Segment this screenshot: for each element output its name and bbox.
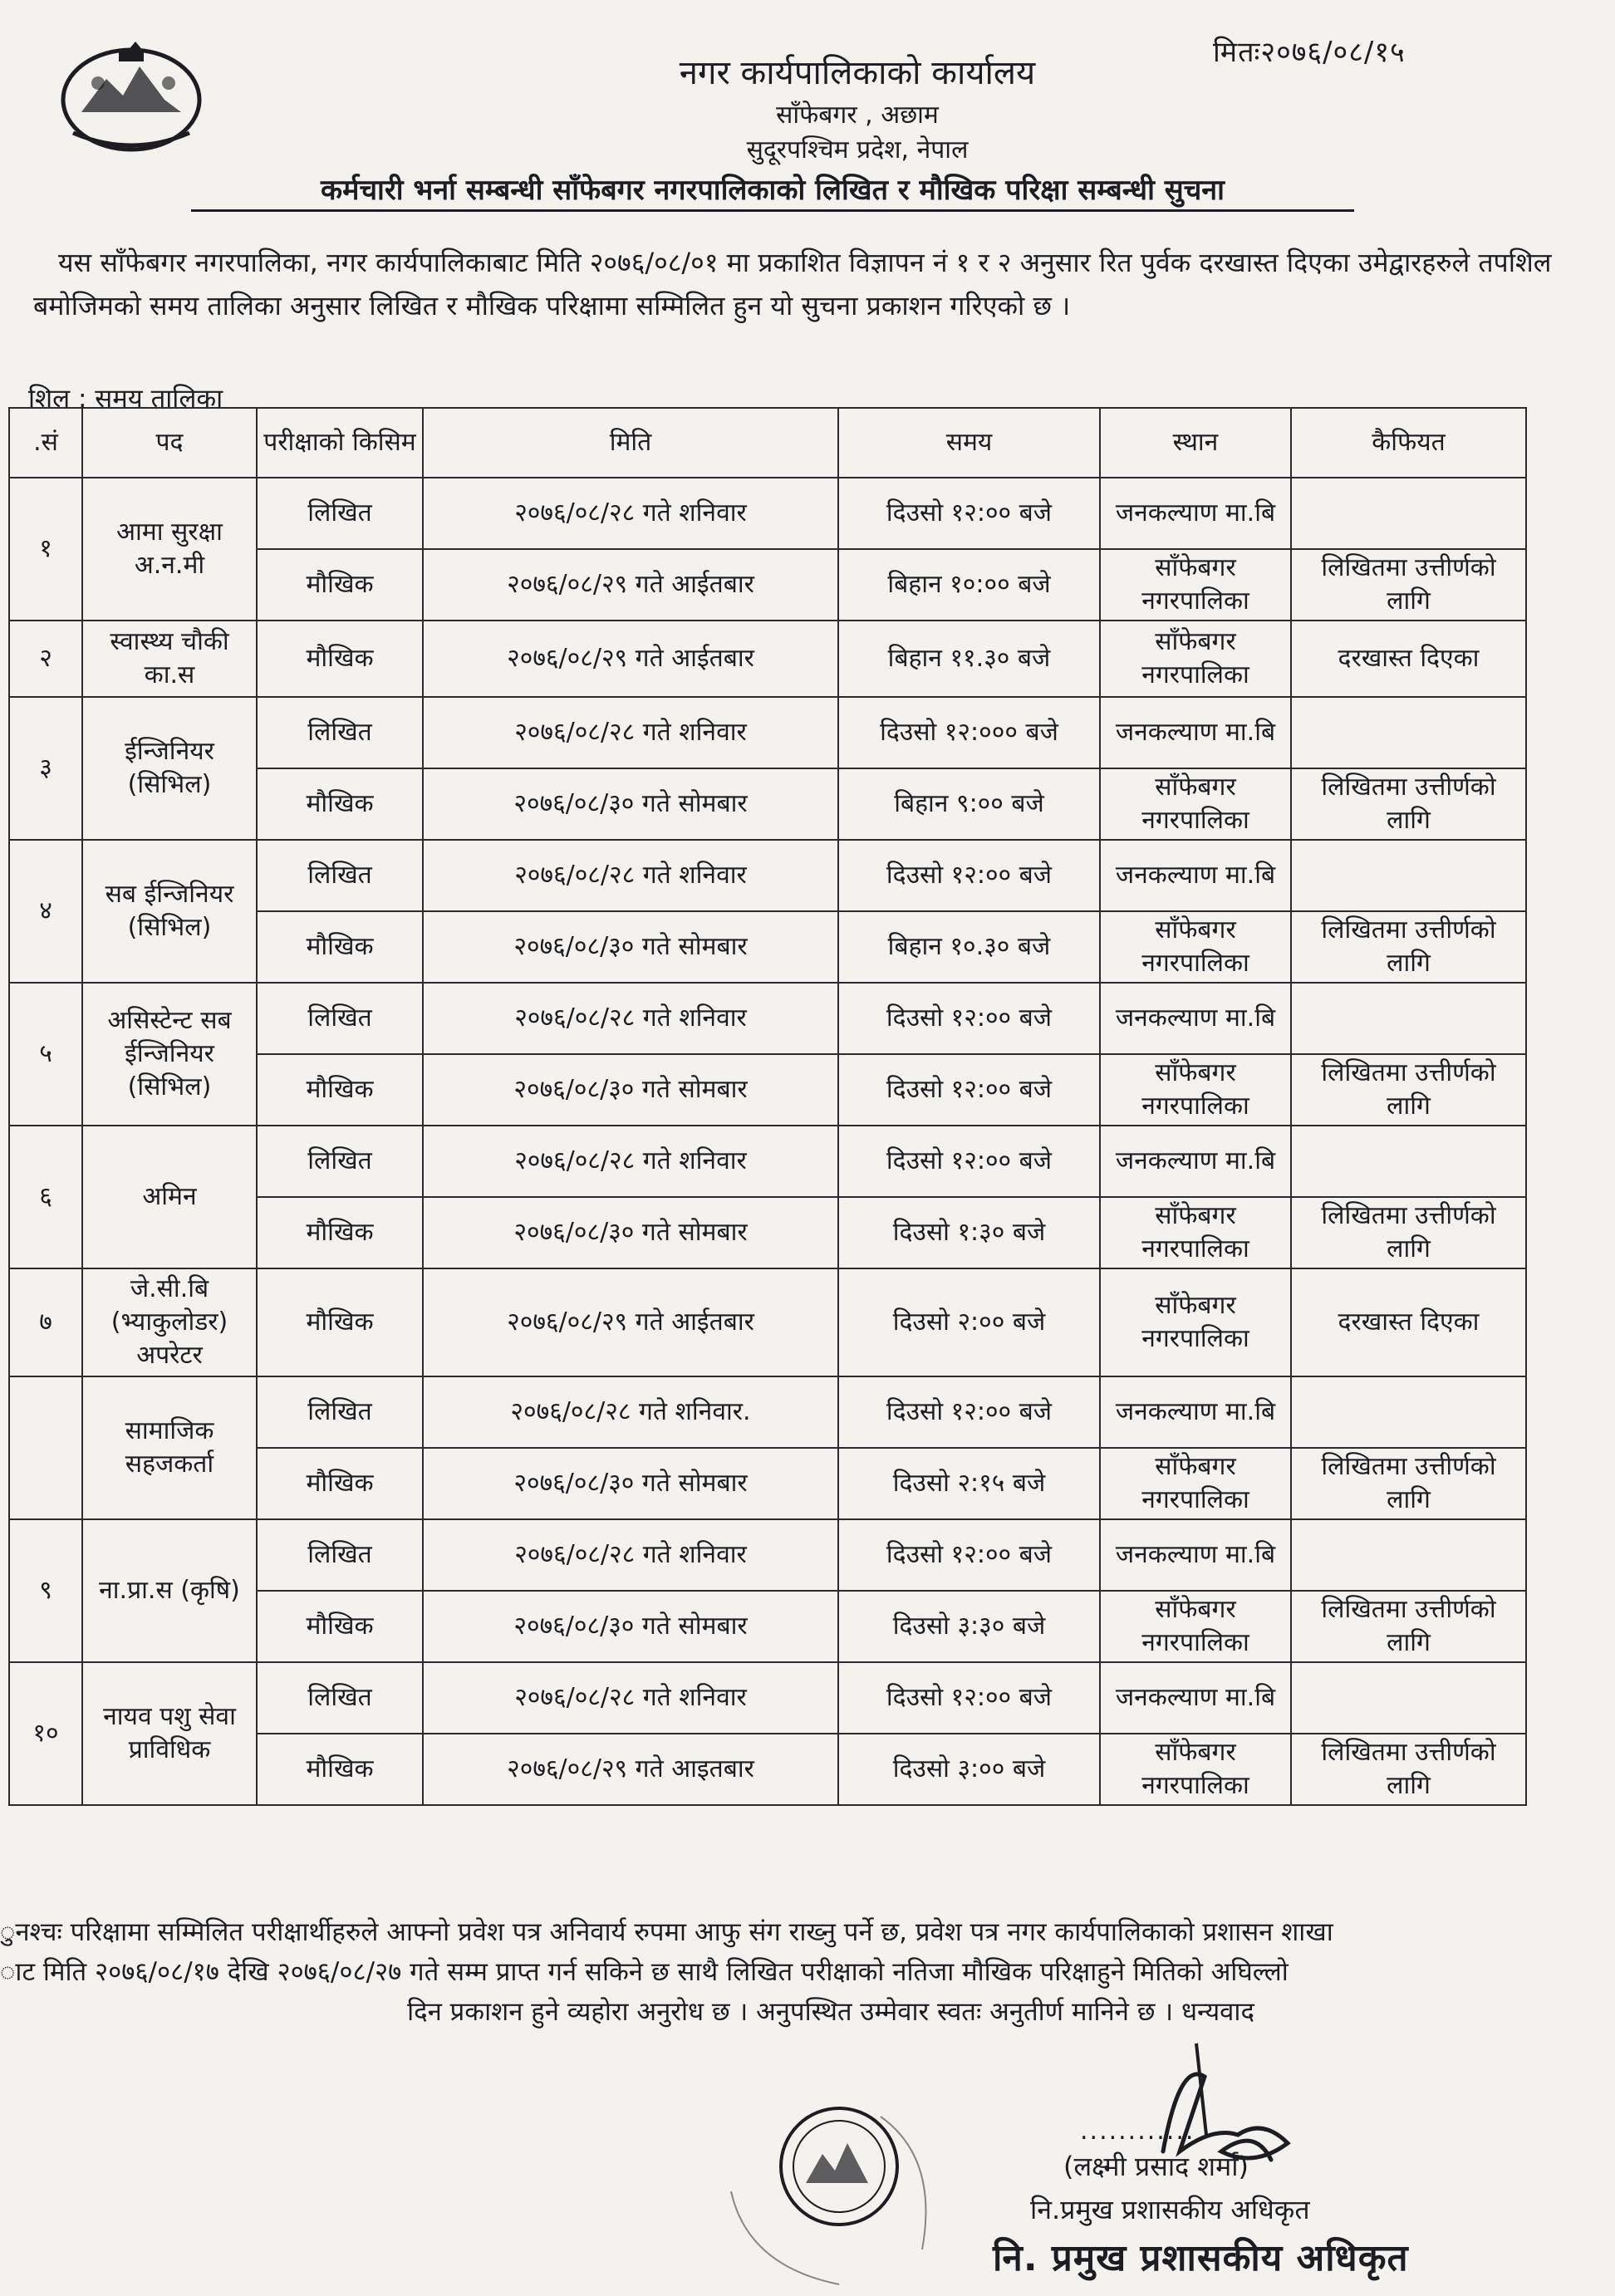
cell-time: दिउसो १२:०० बजे (838, 478, 1100, 549)
cell-place: साँफेबगर नगरपालिका (1100, 549, 1291, 621)
cell-time: दिउसो १२:०० बजे (838, 840, 1100, 911)
office-name: नगर कार्यपालिकाको कार्यालय (679, 54, 1036, 92)
table-row (9, 621, 1526, 697)
header-place: स्थान (1100, 408, 1291, 478)
cell-date: २०७६/०८/३० गते सोमबार (423, 1448, 838, 1519)
cell-place: जनकल्याण मा.बि (1100, 697, 1291, 768)
notice-title: कर्मचारी भर्ना सम्बन्धी साँफेबगर नगरपालिकाको लिखित र मौखिक परिक्षा सम्बन्धी सुचना (191, 169, 1354, 212)
table-row (9, 1662, 1526, 1734)
cell-place: साँफेबगर नगरपालिका (1100, 621, 1291, 697)
table-header-row (9, 408, 1526, 478)
footnote-line-3: दिन प्रकाशन हुने व्यहोरा अनुरोध छ । अनुपस्थित उम्मेवार स्वतः अनुतीर्ण मानिने छ । धन्यवाद (407, 1997, 1254, 2027)
cell-time: दिउसो १:३० बजे (838, 1197, 1100, 1268)
signatory-name: (लक्ष्मी प्रसाद शर्मा) (1063, 2151, 1249, 2182)
cell-place: साँफेबगर नगरपालिका (1100, 1591, 1291, 1662)
cell-remark: लिखितमा उत्तीर्णको लागि (1291, 1734, 1526, 1805)
cell-date: २०७६/०८/२९ गते आईतबार (423, 621, 838, 697)
cell-type: लिखित (257, 983, 423, 1054)
cell-type: मौखिक (257, 1197, 423, 1268)
signatory-role: नि.प्रमुख प्रशासकीय अधिकृत (1030, 2194, 1310, 2225)
cell-date: २०७६/०८/२८ गते शनिवार (423, 840, 838, 911)
cell-time: दिउसो १२:०० बजे (838, 1519, 1100, 1591)
cell-remark: लिखितमा उत्तीर्णको लागि (1291, 549, 1526, 621)
cell-type: लिखित (257, 840, 423, 911)
cell-time: दिउसो २:०० बजे (838, 1268, 1100, 1376)
cell-remark: लिखितमा उत्तीर्णको लागि (1291, 1197, 1526, 1268)
cell-date: २०७६/०८/३० गते सोमबार (423, 1591, 838, 1662)
cell-time: बिहान १०.३० बजे (838, 911, 1100, 983)
cell-date: २०७६/०८/३० गते सोमबार (423, 768, 838, 840)
cell-remark: दरखास्त दिएका (1291, 621, 1526, 697)
cell-type: मौखिक (257, 768, 423, 840)
cell-remark: लिखितमा उत्तीर्णको लागि (1291, 1054, 1526, 1126)
cell-post: आमा सुरक्षा अ.न.मी (82, 478, 257, 621)
cell-type: लिखित (257, 1376, 423, 1448)
cell-time: बिहान १०:०० बजे (838, 549, 1100, 621)
cell-post: स्वास्थ्य चौकी का.स (82, 621, 257, 697)
cell-type: लिखित (257, 697, 423, 768)
table-row (9, 1268, 1526, 1376)
cell-date: २०७६/०८/२८ गते शनिवार (423, 697, 838, 768)
cell-place: जनकल्याण मा.बि (1100, 1519, 1291, 1591)
cell-post: नायव पशु सेवा प्राविधिक (82, 1662, 257, 1805)
signature-dots: ............ (1080, 2117, 1195, 2146)
cell-post: ना.प्रा.स (कृषि) (82, 1519, 257, 1662)
office-seal-stamp-icon (714, 2067, 964, 2291)
signatory-role-stamp: नि. प्रमुख प्रशासकीय अधिकृत (993, 2237, 1409, 2279)
cell-place: साँफेबगर नगरपालिका (1100, 1197, 1291, 1268)
footnote-line-2: ाट मिति २०७६/०८/१७ देखि २०७६/०८/२७ गते सम्म प्राप्त गर्न सकिने छ साथै लिखित परीक्षाको नतिजा मौखिक परिक्षाहुने मितिको अघिल्लो (0, 1957, 1289, 1987)
cell-sn: ६ (9, 1126, 82, 1268)
cell-place: जनकल्याण मा.बि (1100, 1126, 1291, 1197)
cell-date: २०७६/०८/३० गते सोमबार (423, 911, 838, 983)
table-row (9, 983, 1526, 1054)
cell-type: मौखिक (257, 1734, 423, 1805)
exam-schedule-table (8, 407, 1527, 1806)
cell-remark: लिखितमा उत्तीर्णको लागि (1291, 1448, 1526, 1519)
cell-remark (1291, 1519, 1526, 1591)
cell-post: सामाजिक सहजकर्ता (82, 1376, 257, 1519)
cell-place: जनकल्याण मा.बि (1100, 840, 1291, 911)
table-row (9, 1519, 1526, 1591)
cell-date: २०७६/०८/२८ गते शनिवार (423, 983, 838, 1054)
cell-time: दिउसो १२:०० बजे (838, 1376, 1100, 1448)
cell-place: जनकल्याण मा.बि (1100, 1662, 1291, 1734)
cell-sn: १ (9, 478, 82, 621)
cell-type: मौखिक (257, 1054, 423, 1126)
cell-type: मौखिक (257, 621, 423, 697)
table-body (9, 478, 1526, 1805)
header-remark: कैफियत (1291, 408, 1526, 478)
cell-remark (1291, 1662, 1526, 1734)
cell-place: जनकल्याण मा.बि (1100, 983, 1291, 1054)
intro-paragraph: यस साँफेबगर नगरपालिका, नगर कार्यपालिकाबाट मिति २०७६/०८/०१ मा प्रकाशित विज्ञापन नं १ र २ अनुसार रित पुर्वक दरखास्त दिएका उमेद्वारहरुले तपशिल बमोजिमको समय तालिका अनुसार लिखित र मौखिक परिक्षामा सम्मिलित हुन यो सुचना प्रकाशन गरिएको छ । (33, 247, 1552, 321)
cell-time: दिउसो २:१५ बजे (838, 1448, 1100, 1519)
cell-date: २०७६/०८/२८ गते शनिवार (423, 1126, 838, 1197)
office-location: साँफेबगर , अछाम (776, 101, 939, 130)
cell-sn: ५ (9, 983, 82, 1126)
cell-place: जनकल्याण मा.बि (1100, 478, 1291, 549)
cell-date: २०७६/०८/२९ गते आईतबार (423, 549, 838, 621)
cell-remark: लिखितमा उत्तीर्णको लागि (1291, 911, 1526, 983)
notice-date: मितः२०७६/०८/१५ (1213, 36, 1406, 69)
header-time: समय (838, 408, 1100, 478)
cell-sn: ३ (9, 697, 82, 840)
cell-post: जे.सी.बि (भ्याकुलोडर) अपरेटर (82, 1268, 257, 1376)
cell-type: लिखित (257, 1519, 423, 1591)
cell-sn: १० (9, 1662, 82, 1805)
cell-type: मौखिक (257, 549, 423, 621)
cell-type: मौखिक (257, 1268, 423, 1376)
cell-post: ईन्जिनियर (सिभिल) (82, 697, 257, 840)
cell-time: दिउसो १२:०० बजे (838, 1662, 1100, 1734)
cell-sn: २ (9, 621, 82, 697)
cell-remark (1291, 840, 1526, 911)
cell-time: दिउसो ३:०० बजे (838, 1734, 1100, 1805)
cell-sn: ४ (9, 840, 82, 983)
cell-remark: लिखितमा उत्तीर्णको लागि (1291, 1591, 1526, 1662)
cell-place: साँफेबगर नगरपालिका (1100, 1448, 1291, 1519)
cell-type: मौखिक (257, 1448, 423, 1519)
cell-date: २०७६/०८/२८ गते शनिवार (423, 1519, 838, 1591)
cell-date: २०७६/०८/२९ गते आईतबार (423, 1268, 838, 1376)
cell-date: २०७६/०८/२९ गते आइतबार (423, 1734, 838, 1805)
cell-remark (1291, 983, 1526, 1054)
cell-date: २०७६/०८/२८ गते शनिवार (423, 1662, 838, 1734)
cell-place: साँफेबगर नगरपालिका (1100, 1734, 1291, 1805)
cell-remark (1291, 1376, 1526, 1448)
header-type: परीक्षाको किसिम (257, 408, 423, 478)
cell-place: साँफेबगर नगरपालिका (1100, 911, 1291, 983)
cell-time: बिहान ९:०० बजे (838, 768, 1100, 840)
header-date: मिति (423, 408, 838, 478)
cell-time: दिउसो ३:३० बजे (838, 1591, 1100, 1662)
cell-remark: दरखास्त दिएका (1291, 1268, 1526, 1376)
cell-place: साँफेबगर नगरपालिका (1100, 1268, 1291, 1376)
cell-post: सब ईन्जिनियर (सिभिल) (82, 840, 257, 983)
footnote-line-1: ुनश्चः परिक्षामा सम्मिलित परीक्षार्थीहरुले आफ्नो प्रवेश पत्र अनिवार्य रुपमा आफु संग राख्नु पर्ने छ, प्रवेश पत्र नगर कार्यपालिकाको प्रशासन शाखा (0, 1917, 1333, 1947)
cell-place: जनकल्याण मा.बि (1100, 1376, 1291, 1448)
cell-time: दिउसो १२:००० बजे (838, 697, 1100, 768)
cell-post: असिस्टेन्ट सब ईन्जिनियर (सिभिल) (82, 983, 257, 1126)
table-row (9, 1126, 1526, 1197)
office-province: सुदूरपश्चिम प्रदेश, नेपाल (746, 135, 969, 164)
cell-type: लिखित (257, 1662, 423, 1734)
cell-time: दिउसो १२:०० बजे (838, 1126, 1100, 1197)
cell-place: साँफेबगर नगरपालिका (1100, 768, 1291, 840)
cell-remark (1291, 478, 1526, 549)
table-row (9, 1376, 1526, 1448)
table-row (9, 697, 1526, 768)
table-row (9, 478, 1526, 549)
cell-date: २०७६/०८/२८ गते शनिवार. (423, 1376, 838, 1448)
cell-time: बिहान ११.३० बजे (838, 621, 1100, 697)
table-row (9, 840, 1526, 911)
cell-remark (1291, 697, 1526, 768)
cell-type: मौखिक (257, 911, 423, 983)
cell-date: २०७६/०८/२८ गते शनिवार (423, 478, 838, 549)
cell-post: अमिन (82, 1126, 257, 1268)
header-sn: .सं (9, 408, 82, 478)
cell-date: २०७६/०८/३० गते सोमबार (423, 1054, 838, 1126)
header-post: पद (82, 408, 257, 478)
cell-type: लिखित (257, 478, 423, 549)
cell-remark (1291, 1126, 1526, 1197)
footnote (0, 1912, 1578, 2032)
cell-remark: लिखितमा उत्तीर्णको लागि (1291, 768, 1526, 840)
cell-sn (9, 1376, 82, 1519)
cell-sn: ७ (9, 1268, 82, 1376)
cell-time: दिउसो १२:०० बजे (838, 1054, 1100, 1126)
schedule-label: शिल : समय तालिका (28, 384, 223, 414)
cell-type: लिखित (257, 1126, 423, 1197)
cell-type: मौखिक (257, 1591, 423, 1662)
cell-sn: ९ (9, 1519, 82, 1662)
cell-time: दिउसो १२:०० बजे (838, 983, 1100, 1054)
cell-date: २०७६/०८/३० गते सोमबार (423, 1197, 838, 1268)
cell-place: साँफेबगर नगरपालिका (1100, 1054, 1291, 1126)
